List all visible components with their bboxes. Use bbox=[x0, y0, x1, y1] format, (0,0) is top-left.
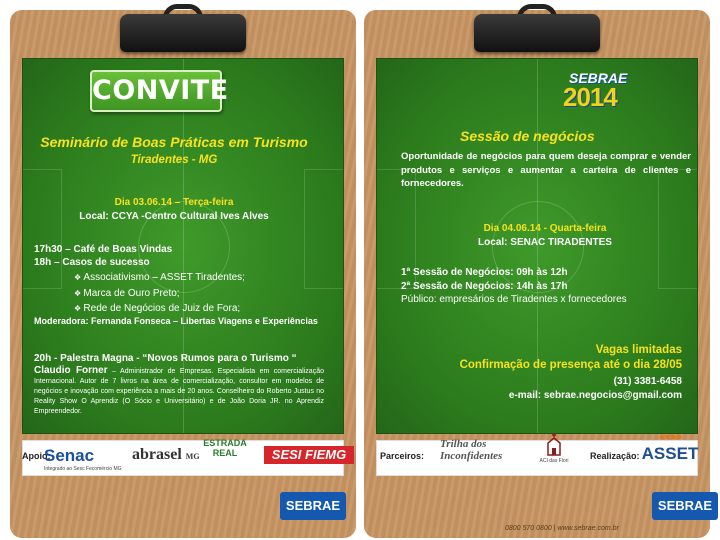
speaker-name: Claudio Forner bbox=[34, 365, 108, 376]
sebrae-footer-logo: SEBRAE bbox=[652, 492, 718, 520]
apoio-label: Apoio: bbox=[22, 451, 51, 461]
speaker-bio bbox=[34, 366, 324, 417]
case-item: ❖ Marca de Ouro Preto; bbox=[74, 286, 324, 302]
asset-logo bbox=[640, 430, 700, 468]
vagas-text: Vagas limitadas bbox=[595, 344, 682, 356]
senac-logo-sub: Integrado ao Sesc Fecomércio MG bbox=[44, 466, 122, 472]
cases-list bbox=[74, 270, 324, 317]
clipboard-clip bbox=[474, 4, 600, 54]
sebrae-2014-top: SEBRAE bbox=[569, 70, 628, 86]
keynote: 20h - Palestra Magna - “Novos Rumos para o Turismo “ bbox=[34, 353, 297, 364]
trilha-logo: Trilha dos Inconfidentes bbox=[440, 438, 503, 462]
aci-logo bbox=[534, 432, 574, 468]
session-time: 2ª Sessão de Negócios: 14h às 17h bbox=[401, 281, 568, 292]
session-time: 1ª Sessão de Negócios: 09h às 12h bbox=[401, 267, 568, 278]
convite-banner: CONVITE bbox=[90, 70, 222, 112]
contact-email: e-mail: sebrae.negocios@gmail.com bbox=[508, 390, 682, 401]
event-subtitle: Tiradentes - MG bbox=[130, 154, 218, 166]
session-heading: Sessão de negócios bbox=[460, 128, 595, 144]
asset-logo-text: ASSET bbox=[641, 444, 699, 463]
parceiros-label: Parceiros: bbox=[380, 451, 425, 461]
senac-logo bbox=[44, 446, 122, 472]
speaker-bio-text: – Administrador de Empresas. Especialista em comercialização Internacional. Autor de 7 livros na área de comercialização, consultor em modelos de negócios e inovação com experiência a mais de 20 anos. Conselheiro do Roberto Justus no Reality Show O Aprendiz (O Sócio e Universitário) e de João Doria JR. no Aprendiz Empreendedor. bbox=[34, 368, 324, 415]
abrasel-logo bbox=[132, 446, 200, 464]
schedule-item: 17h30 – Café de Boas Vindas bbox=[34, 244, 173, 255]
contact-info bbox=[380, 375, 682, 403]
schedule-item: 18h – Casos de sucesso bbox=[34, 257, 150, 268]
sesi-fiemg-logo: SESI FIEMG bbox=[264, 446, 354, 464]
footer-contact: 0800 570 0800 | www.sebrae.com.br bbox=[505, 525, 619, 532]
moderator: Moderadora: Fernanda Fonseca – Libertas Viagens e Experiências bbox=[34, 316, 318, 326]
realizacao-label: Realização: bbox=[590, 451, 640, 461]
schedule bbox=[34, 243, 324, 269]
session-location: Local: SENAC TIRADENTES bbox=[478, 237, 612, 248]
case-item: ❖ Rede de Negócios de Juiz de Fora; bbox=[74, 301, 324, 317]
event-title: Seminário de Boas Práticas em Turismo bbox=[40, 134, 308, 150]
contact-phone: (31) 3381-6458 bbox=[613, 376, 682, 387]
session-date: Dia 04.06.14 - Quarta-feira bbox=[483, 223, 607, 234]
senac-logo-text: Senac bbox=[44, 446, 95, 465]
event-date: Dia 03.06.14 – Terça-feira bbox=[114, 197, 234, 208]
aci-logo-text: ACI das Flori bbox=[539, 458, 569, 464]
church-icon bbox=[542, 432, 566, 456]
confirm-text: Confirmação de presença até o dia 28/05 bbox=[459, 359, 682, 371]
event-location: Local: CCYA -Centro Cultural Ives Alves bbox=[79, 211, 269, 222]
clipboard-clip bbox=[120, 4, 246, 54]
case-item: ❖ Associativismo – ASSET Tiradentes; bbox=[74, 270, 324, 286]
session-audience: Público: empresários de Tiradentes x fornecedores bbox=[401, 294, 627, 305]
rsvp-info bbox=[380, 343, 682, 373]
session-description: Oportunidade de negócios para quem deseja comprar e vender produtos e serviços e aumentar a carteira de clientes e fornecedores. bbox=[401, 151, 691, 189]
sebrae-2014-year: 2014 bbox=[563, 82, 617, 112]
estrada-real-logo: ESTRADA REAL bbox=[203, 438, 247, 458]
sebrae-footer-logo: SEBRAE bbox=[280, 492, 346, 520]
people-icon: ●●●● bbox=[658, 431, 682, 443]
session-times bbox=[401, 266, 691, 294]
abrasel-logo-sub: MG bbox=[185, 452, 200, 461]
sebrae-2014-logo bbox=[545, 70, 640, 114]
abrasel-logo-text: abrasel bbox=[132, 446, 182, 463]
